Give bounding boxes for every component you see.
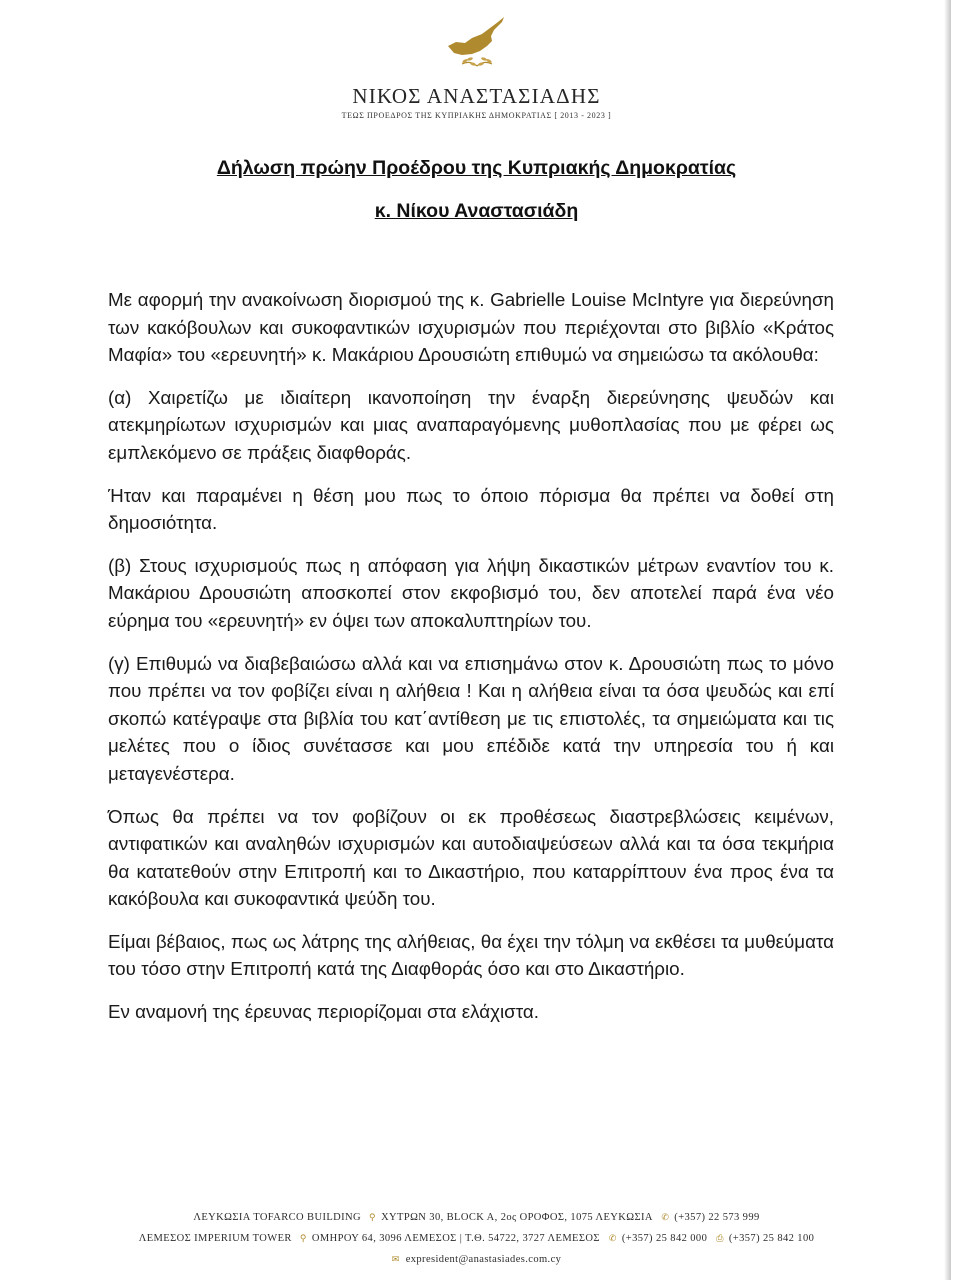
paragraph-certain: Είμαι βέβαιος, πως ως λάτρης της αλήθειας, θα έχει την τόλμη να εκθέσει τα μυθεύματα του τόσο στην Επιτροπή κατά της Διαφθοράς όσο και στο Δικαστήριο. bbox=[108, 930, 834, 980]
paragraph-distortions: Όπως θα πρέπει να τον φοβίζουν οι εκ προθέσεως διαστρεβλώσεις κειμένων, αντιφατικών και αναληθών ισχυρισμών και αυτοδιαψεύσεων αλλά και τα όσα τεκμήρια θα κατατεθούν στην Επιτροπή και το Δικαστήριο, που καταρρίπτουν ένα προς ένα τα κακόβουλα και συκοφαντικά ψεύδη του. bbox=[108, 805, 834, 910]
scan-edge-shadow bbox=[944, 0, 951, 1280]
footer-email bbox=[0, 1249, 953, 1270]
paragraph-c: (γ) Επιθυμώ να διαβεβαιώσω αλλά και να επισημάνω στον κ. Δρουσιώτη πως το μόνο που πρέπει να τον φοβίζει είναι η αλήθεια ! Και η αλήθεια είναι τα όσα ψευδώς και επί σκοπώ κατέγραψε στα βιβλία του κατ΄αντίθεση με τις επιστολές, τα σημειώματα και τις μελέτες που ο ίδιος συνέτασσε και μου επέδιδε κατά την υπηρεσία του ή και μεταγενέστερα. bbox=[108, 652, 834, 784]
statement-body bbox=[108, 286, 834, 1041]
letterhead-name: ΝΙΚΟΣ ΑΝΑΣΤΑΣΙΑΔΗΣ bbox=[352, 84, 601, 108]
letterhead-subtitle: ΤΕΩΣ ΠΡΟΕΔΡΟΣ ΤΗΣ ΚΥΠΡΙΑΚΗΣ ΔΗΜΟΚΡΑΤΙΑΣ [ 2013 - 2023 ] bbox=[341, 111, 612, 120]
paragraph-closing: Εν αναμονή της έρευνας περιορίζομαι στα ελάχιστα. bbox=[108, 1001, 539, 1023]
letterhead bbox=[0, 8, 953, 120]
paragraph-intro: Με αφορμή την ανακοίνωση διορισμού της κ. Gabrielle Louise McIntyre για διερεύνηση των κακόβουλων και συκοφαντικών ισχυρισμών που περιέχονται στο βιβλίο «Κράτος Μαφία» του «ερευνητή» κ. Μακάριου Δρουσιώτη επιθυμώ να σημειώσω τα ακόλουθα: bbox=[108, 289, 834, 366]
footer-limassol bbox=[0, 1228, 953, 1249]
phone-icon: ✆ bbox=[608, 1233, 617, 1243]
paragraph-publicity: Ήταν και παραμένει η θέση μου πως το όποιο πόρισμα θα πρέπει να δοθεί στη δημοσιότητα. bbox=[108, 484, 834, 534]
limassol-fax: (+357) 25 842 100 bbox=[728, 1233, 815, 1244]
email-address: expresident@anastasiades.com.cy bbox=[405, 1254, 562, 1265]
letter-footer bbox=[0, 1207, 953, 1270]
document-title-line-1: Δήλωση πρώην Προέδρου της Κυπριακής Δημοκρατίας bbox=[216, 157, 737, 179]
location-pin-icon: ⚲ bbox=[369, 1212, 377, 1222]
envelope-icon: ✉ bbox=[391, 1254, 400, 1264]
nicosia-address: ΧΥΤΡΩΝ 30, BLOCK A, 2ος ΟΡΟΦΟΣ, 1075 ΛΕΥΚΩΣΙΑ bbox=[381, 1212, 653, 1223]
footer-nicosia bbox=[0, 1207, 953, 1228]
nicosia-phone: (+357) 22 573 999 bbox=[674, 1212, 760, 1223]
limassol-address: ΟΜΗΡΟΥ 64, 3096 ΛΕΜΕΣΟΣ | Τ.Θ. 54722, 3727 ΛΕΜΕΣΟΣ bbox=[311, 1233, 600, 1244]
cyprus-map-olive-branch-icon bbox=[432, 8, 522, 78]
limassol-phone: (+357) 25 842 000 bbox=[621, 1233, 708, 1244]
paragraph-b: (β) Στους ισχυρισμούς πως η απόφαση για λήψη δικαστικών μέτρων εναντίον του κ. Μακάριου Δρουσιώτη αποσκοπεί στον εκφοβισμό του, δεν αποτελεί παρά ένα νέο εύρημα του «ερευνητή» εν όψει των αποκαλυπτηρίων του. bbox=[108, 554, 834, 631]
fax-icon: ⎙ bbox=[716, 1233, 724, 1243]
phone-icon: ✆ bbox=[661, 1212, 670, 1222]
paragraph-a: (α) Χαιρετίζω με ιδιαίτερη ικανοποίηση την έναρξη διερεύνησης ψευδών και ατεκμηρίωτων ισχυρισμών και μιας αναπαραγόμενης μυθοπλασίας που με φέρει ως εμπλεκόμενο σε πράξεις διαφθοράς. bbox=[108, 386, 834, 463]
document-title-line-2: κ. Νίκου Αναστασιάδη bbox=[374, 200, 579, 222]
location-pin-icon: ⚲ bbox=[299, 1233, 307, 1243]
nicosia-office: ΛΕΥΚΩΣΙΑ TOFARCO BUILDING bbox=[193, 1212, 361, 1223]
limassol-office: ΛΕΜΕΣΟΣ IMPERIUM TOWER bbox=[138, 1233, 292, 1244]
